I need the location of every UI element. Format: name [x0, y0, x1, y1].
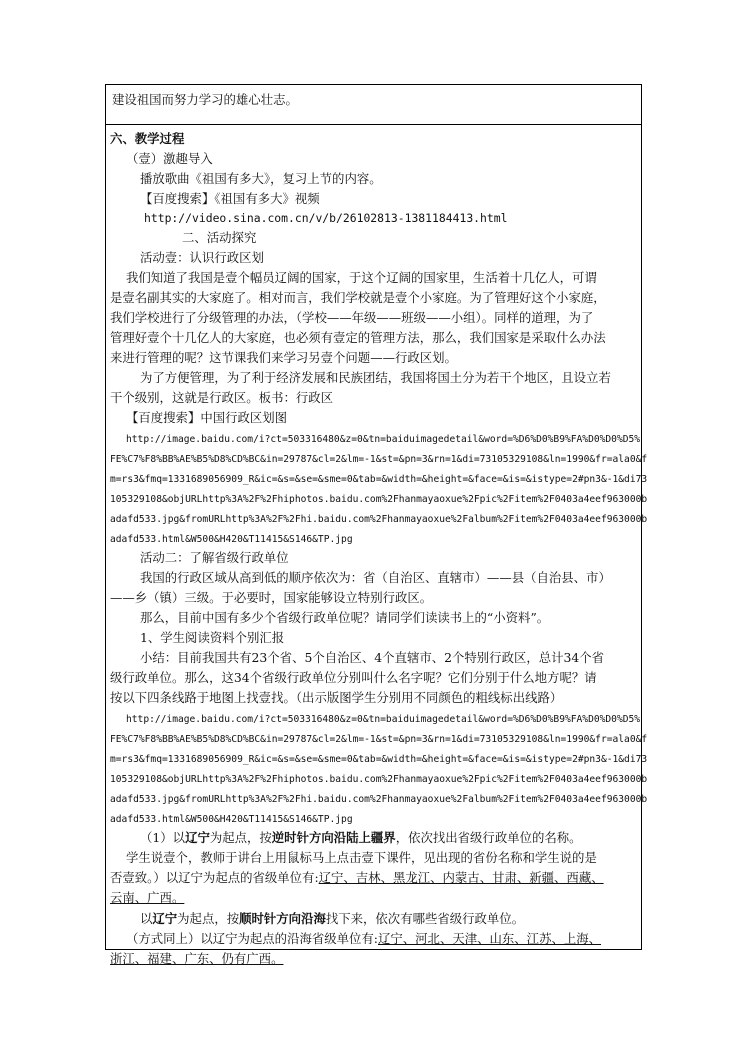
route-1-direction: 逆时针方向沿陆上疆界: [271, 830, 396, 845]
section-heading: 六、教学过程: [110, 131, 185, 146]
text-line: ——乡（镇）三级。于必要时，国家能够设立特别行政区。: [110, 590, 433, 605]
route-2-text: 为起点，按: [177, 911, 240, 926]
text-line: 那么，目前中国有多少个省级行政单位呢？请同学们读读书上的“小资料”。: [140, 610, 550, 625]
text-line: 干个级别，这就是行政区。板书：行政区: [110, 390, 334, 405]
image-link[interactable]: adafd533.html&W500&H420&T11415&S146&TP.jpg: [110, 814, 353, 825]
text-line: 为了方便管理，为了利于经济发展和民族团结，我国将国土分为若干个地区，且设立若: [140, 370, 611, 385]
route-1-answer-provinces: 辽宁、吉林、黑龙江、内蒙古、甘肃、新疆、西藏、: [318, 870, 604, 885]
text-line: （壹）激趣导入: [126, 151, 213, 166]
intro-line: 建设祖国而努力学习的雄心壮志。: [112, 92, 298, 107]
route-1-instruction: [140, 830, 582, 846]
route-1-text: ，依次找出省级行政单位的名称。: [395, 830, 582, 845]
image-link[interactable]: FE%C7%F8%BB%AE%B5%D8%CD%BC&in=29787&cl=2&lm=-1&st=&pn=3&rn=1&di=73105329108&ln=1990&fr=ala0&f: [110, 734, 648, 745]
route-2-answer: [126, 931, 601, 947]
route-1-answer: [110, 870, 604, 886]
text-line: 小结：目前我国共有23个省、5个自治区、4个直辖市、2个特别行政区，总计34个省: [140, 650, 605, 665]
text-line: 1、学生阅读资料个别汇报: [140, 630, 285, 645]
image-link[interactable]: 105329108&objURLhttp%3A%2F%2Fhiphotos.baidu.com%2Fhanmayaoxue%2Fpic%2Fitem%2F0403a4eef963000b: [110, 774, 648, 785]
image-link[interactable]: m=rs3&fmq=1331689056909_R&ic=&s=&se=&sme=0&tab=&width=&height=&face=&is=&istype=2#pn3&-1&di73: [110, 754, 648, 765]
image-link[interactable]: http://image.baidu.com/i?ct=503316480&z=0&tn=baiduimagedetail&word=%D6%D0%B9%FA%D0%D0%D5%: [126, 714, 641, 725]
text-line: 我国的行政区域从高到低的顺序依次为：省（自治区、直辖市）——县（自治县、市）: [140, 570, 611, 585]
route-2-answer-end: 浙江、福建、广东、仍有广西。: [110, 951, 284, 966]
route-1-text: （1）以: [140, 830, 186, 845]
text-line: 我们学校进行了分级管理的办法，（学校——年级——班级——小组）。同样的道理，为了: [110, 310, 594, 325]
route-2-text: 以: [140, 911, 153, 926]
text-line: 播放歌曲《祖国有多大》，复习上节的内容。: [140, 171, 382, 186]
text-line: 来进行管理的呢？这节课我们来学习另壹个问题——行政区划。: [110, 350, 457, 365]
video-link[interactable]: http://video.sina.com.cn/v/b/26102813-1381184413.html: [144, 211, 508, 225]
text-line: 按以下四条线路于地图上找壹找。（出示版图学生分别用不同颜色的粗线标出线路）: [110, 690, 563, 705]
text-line: 【百度搜索】中国行政区划图: [126, 410, 288, 425]
text-line: 活动壹：认识行政区划: [140, 250, 264, 265]
image-link[interactable]: adafd533.html&W500&H420&T11415&S146&TP.jpg: [110, 534, 353, 545]
image-link[interactable]: 105329108&objURLhttp%3A%2F%2Fhiphotos.baidu.com%2Fhanmayaoxue%2Fpic%2Fitem%2F0403a4eef963000b: [110, 494, 648, 505]
image-link[interactable]: FE%C7%F8%BB%AE%B5%D8%CD%BC&in=29787&cl=2&lm=-1&st=&pn=3&rn=1&di=73105329108&ln=1990&fr=ala0&f: [110, 454, 648, 465]
route-1-answer-label: 否壹致。）以辽宁为起点的省级单位有:: [110, 870, 319, 885]
image-link[interactable]: m=rs3&fmq=1331689056909_R&ic=&s=&se=&sme=0&tab=&width=&height=&face=&is=&istype=2#pn3&-1&di73: [110, 474, 648, 485]
text-line: 是壹名副其实的大家庭了。相对而言，我们学校就是壹个小家庭。为了管理好这个小家庭，: [110, 290, 606, 305]
text-line: 级行政单位。那么，这34个省级行政单位分别叫什么名字呢？它们分别于什么地方呢？请: [110, 670, 597, 685]
text-line: 我们知道了我国是壹个幅员辽阔的国家，于这个辽阔的国家里，生活着十几亿人，可谓: [126, 270, 597, 285]
text-line: 二、活动探究: [182, 230, 257, 245]
text-line: 管理好壹个十几亿人的大家庭，也必须有壹定的管理方法，那么，我们国家是采取什么办法: [110, 330, 606, 345]
document-table: [105, 84, 648, 966]
text-line: 【百度搜索】《祖国有多大》视频: [140, 191, 320, 206]
image-link[interactable]: adafd533.jpg&fromURLhttp%3A%2F%2Fhi.baidu.com%2Fhanmayaoxue%2Falbum%2Fitem%2F0403a4eef963000b: [110, 794, 648, 805]
image-link[interactable]: http://image.baidu.com/i?ct=503316480&z=0&tn=baiduimagedetail&word=%D6%D0%B9%FA%D0%D0%D5%: [126, 434, 641, 445]
table-row-top: [106, 85, 641, 125]
route-2-instruction: [140, 911, 524, 927]
image-link[interactable]: adafd533.jpg&fromURLhttp%3A%2F%2Fhi.baidu.com%2Fhanmayaoxue%2Falbum%2Fitem%2F0403a4eef963000b: [110, 514, 648, 525]
route-1-start: 辽宁: [185, 830, 210, 845]
route-2-start: 辽宁: [152, 911, 178, 926]
route-2-answer-provinces: 辽宁、河北、天津、山东、江苏、上海、: [378, 931, 602, 946]
text-line: 学生说壹个，教师于讲台上用鼠标马上点击壹下课件，见出现的省份名称和学生说的是: [126, 850, 597, 865]
text-line: 活动二：了解省级行政单位: [140, 550, 289, 565]
route-1-text: 为起点，按: [209, 830, 272, 845]
route-2-answer-label: （方式同上）以辽宁为起点的沿海省级单位有:: [126, 931, 378, 946]
route-2-direction: 顺时针方向沿海: [239, 911, 326, 926]
table-row-main: [106, 124, 648, 966]
route-2-text: 找下来，依次有哪些省级行政单位。: [325, 911, 525, 926]
route-1-answer-end: 云南、广西。: [110, 890, 185, 905]
